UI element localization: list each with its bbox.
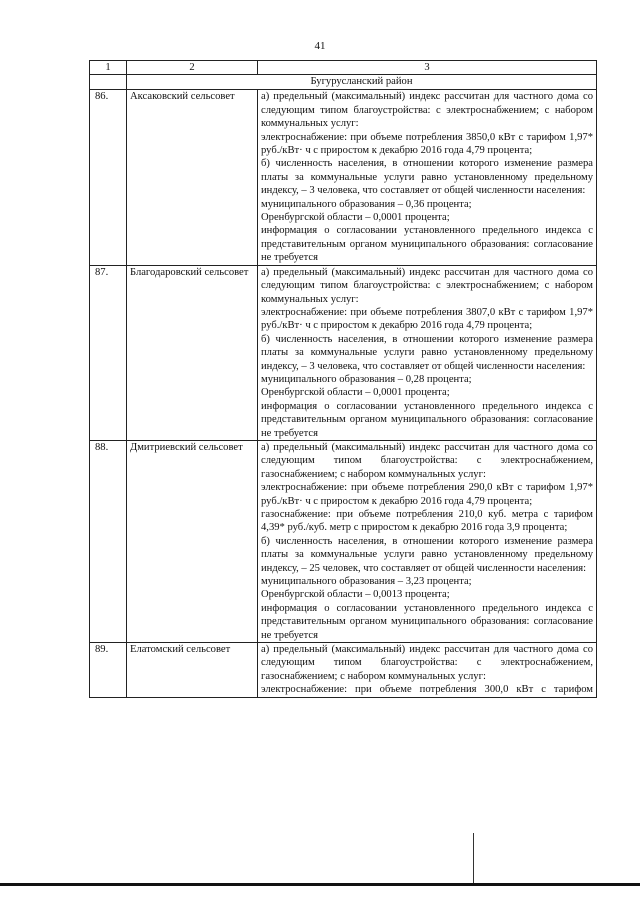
index-description — [258, 265, 597, 440]
district-row — [90, 75, 597, 90]
description-line: газоснабжение: при объеме потребления 210,0 куб. метра с тарифом 4,39* руб./куб. метр с приростом к декабрю 2016 года 3,9 процента; — [261, 509, 593, 534]
row-number: 86. — [90, 90, 127, 265]
description-line: электроснабжение: при объеме потребления 3807,0 кВт с тарифом 1,97* руб./кВт· ч с приростом к декабрю 2016 года 4,79 процента; — [261, 306, 593, 332]
settlement-name: Дмитриевский сельсовет — [127, 440, 258, 642]
row-number: 88. — [90, 440, 127, 642]
tariff-index-table — [89, 60, 597, 698]
row-number: 87. — [90, 265, 127, 440]
index-description — [258, 440, 597, 642]
table-row — [90, 90, 597, 265]
description-line: информация о согласовании установленного предельного индекса с представительным органом муниципального образования: согласование не требуется — [261, 400, 593, 439]
column-header-3: 3 — [258, 61, 597, 75]
scan-bottom-edge — [0, 883, 640, 886]
index-description — [258, 90, 597, 265]
description-line: а) предельный (максимальный) индекс рассчитан для частного дома со следующим типом благоустройства: с электроснабжением, газоснабжением; с набором коммунальных услуг: — [261, 441, 593, 480]
description-line: электроснабжение: при объеме потребления 290,0 кВт с тарифом 1,97* руб./кВт· ч с приростом к декабрю 2016 года 4,79 процента; — [261, 482, 593, 507]
description-line: Оренбургской области – 0,0001 процента; — [261, 387, 450, 399]
district-name: Бугурусланский район — [127, 75, 597, 90]
table-row — [90, 440, 597, 642]
row-number: 89. — [90, 643, 127, 698]
description-line: Оренбургской области – 0,0013 процента; — [261, 589, 450, 601]
settlement-name: Елатомский сельсовет — [127, 643, 258, 698]
description-line: а) предельный (максимальный) индекс рассчитан для частного дома со следующим типом благоустройства: с электроснабжением; с набором коммунальных услуг: — [261, 266, 593, 305]
settlement-name: Благодаровский сельсовет — [127, 265, 258, 440]
description-line: б) численность населения, в отношении которого изменение размера платы за коммунальные услуги равно установленному предельному индексу, – 25 человек, что составляет от общей численности населения: — [261, 535, 593, 574]
column-header-1: 1 — [90, 61, 127, 75]
table-row — [90, 265, 597, 440]
description-line: электроснабжение: при объеме потребления 3850,0 кВт с тарифом 1,97* руб./кВт· ч с приростом к декабрю 2016 года 4,79 процента; — [261, 131, 593, 157]
description-line: муниципального образования – 0,36 процента; — [261, 198, 472, 210]
description-line: б) численность населения, в отношении которого изменение размера платы за коммунальные услуги равно установленному предельному индексу, – 3 человека, что составляет от общей численности населения: — [261, 333, 593, 372]
description-line: а) предельный (максимальный) индекс рассчитан для частного дома со следующим типом благоустройства: с электроснабжением, газоснабжением; с набором коммунальных услуг: — [261, 644, 593, 682]
description-line: муниципального образования – 0,28 процента; — [261, 373, 472, 385]
description-line: электроснабжение: при объеме потребления 300,0 кВт с тарифом — [261, 684, 593, 696]
column-header-2: 2 — [127, 61, 258, 75]
page-number: 41 — [314, 40, 326, 52]
scan-margin-line — [473, 833, 474, 883]
table-header-row — [90, 61, 597, 75]
settlement-name: Аксаковский сельсовет — [127, 90, 258, 265]
description-line: Оренбургской области – 0,0001 процента; — [261, 212, 450, 224]
district-spacer-cell — [90, 75, 127, 90]
index-description — [258, 643, 597, 698]
description-line: информация о согласовании установленного предельного индекса с представительным органом муниципального образования: согласование не требуется — [261, 225, 593, 264]
description-line: а) предельный (максимальный) индекс рассчитан для частного дома со следующим типом благоустройства: с электроснабжением; с набором коммунальных услуг: — [261, 91, 593, 130]
table-row — [90, 643, 597, 698]
description-line: б) численность населения, в отношении которого изменение размера платы за коммунальные услуги равно установленному предельному индексу, – 3 человека, что составляет от общей численности населения: — [261, 158, 593, 197]
description-line: информация о согласовании установленного предельного индекса с представительным органом муниципального образования: согласование не требуется — [261, 602, 593, 641]
description-line: муниципального образования – 3,23 процента; — [261, 576, 472, 588]
